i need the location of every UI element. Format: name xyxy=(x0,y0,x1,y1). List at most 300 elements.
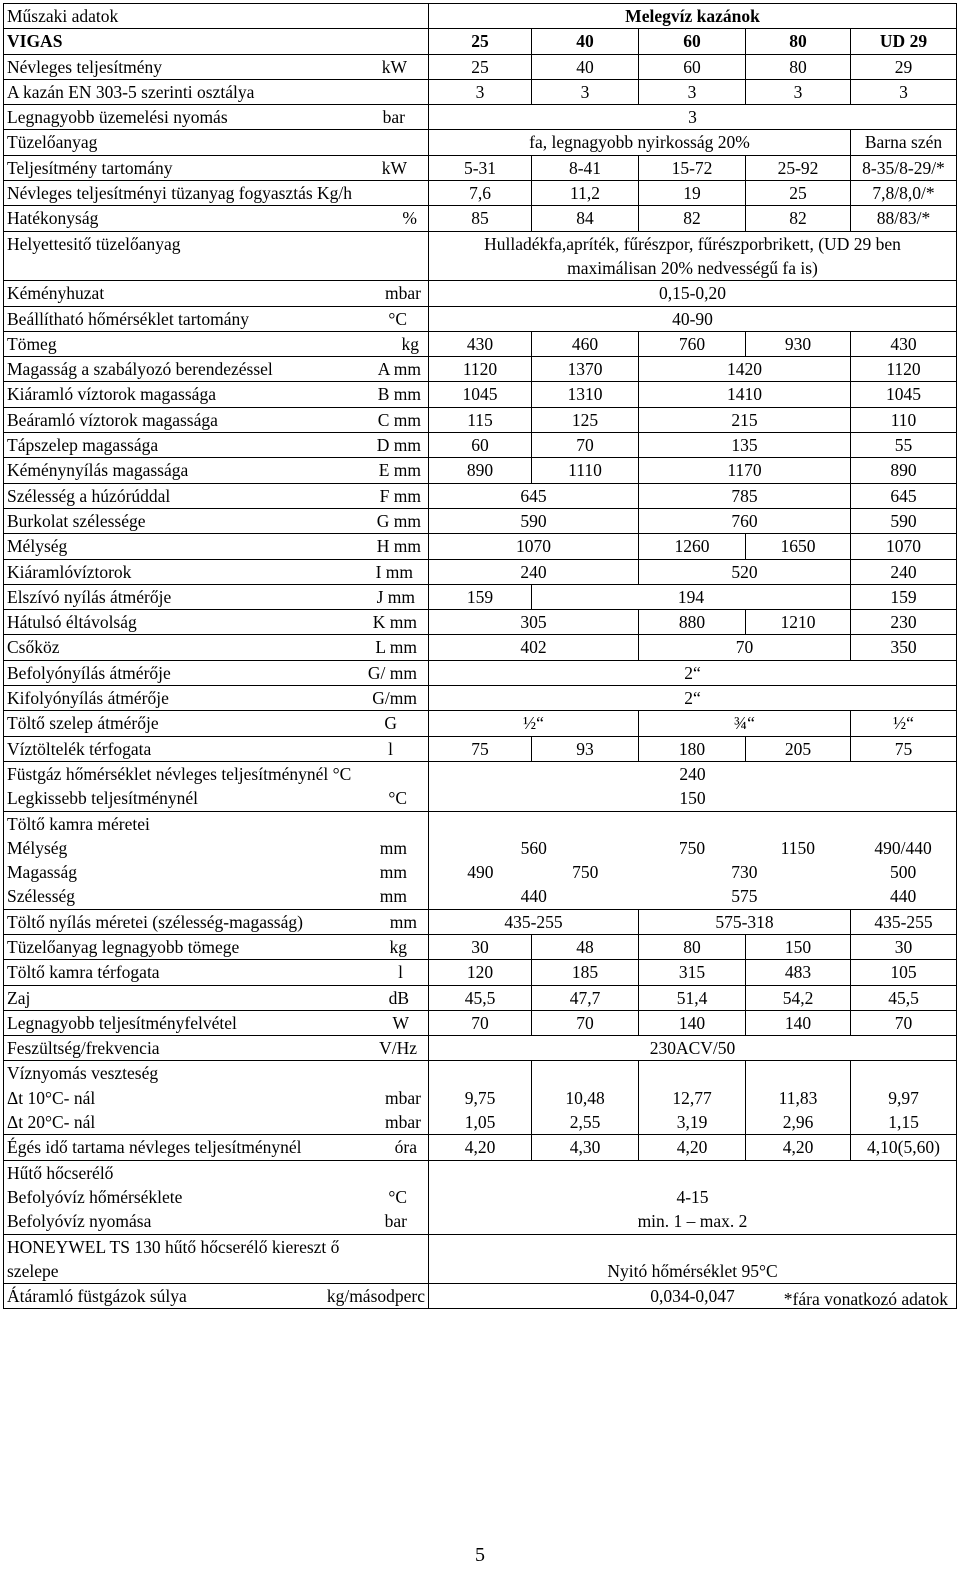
row-label-text: szelepe xyxy=(7,1260,59,1281)
model-name: 40 xyxy=(532,29,639,54)
table-cell: 105 xyxy=(851,960,957,985)
table-cell: 1120 xyxy=(429,357,532,382)
table-cell: 25 xyxy=(746,181,851,206)
row-unit: mm xyxy=(389,911,417,932)
row-label-text: Töltő kamra térfogata xyxy=(7,962,160,983)
table-cell: 115 xyxy=(429,407,532,432)
row-label xyxy=(4,357,429,382)
row-unit: K mm xyxy=(372,612,417,633)
table-row xyxy=(4,483,957,508)
row-label xyxy=(4,736,429,761)
table-cell: 1110 xyxy=(532,458,639,483)
table-cell: 230ACV/50 xyxy=(429,1036,957,1061)
row-label xyxy=(4,761,429,811)
table-cell: 1420 xyxy=(639,357,851,382)
row-label-text: Víztöltelék térfogata xyxy=(7,738,152,759)
row-label-text: Legnagyobb üzemelési nyomás xyxy=(7,107,228,128)
table-cell: Barna szén xyxy=(851,130,957,155)
cell-line: 240 xyxy=(679,763,706,784)
table-cell: 75 xyxy=(429,736,532,761)
cell-value: 440 xyxy=(520,885,547,906)
cell-line: 9,97 xyxy=(888,1087,919,1108)
table-row xyxy=(4,433,957,458)
model-row xyxy=(4,29,957,54)
row-label-text: Befolyóvíz hőmérséklete xyxy=(7,1186,183,1207)
table-cell: 5-31 xyxy=(429,155,532,180)
table-cell: 51,4 xyxy=(639,985,746,1010)
row-label-text: Tápszelep magassága xyxy=(7,435,159,456)
row-label-text: Égés idő tartama névleges teljesítménynél xyxy=(7,1137,302,1158)
row-label xyxy=(4,206,429,231)
row-unit: G/ mm xyxy=(367,662,417,683)
row-label: A kazán EN 303-5 szerinti osztálya xyxy=(4,79,429,104)
row-label-text: Zaj xyxy=(7,987,31,1008)
table-cell: 93 xyxy=(532,736,639,761)
row-unit: kW xyxy=(381,56,407,77)
row-label-text: Beáramló víztorok magassága xyxy=(7,409,218,430)
table-cell: 84 xyxy=(532,206,639,231)
table-cell: 40 xyxy=(532,54,639,79)
table-cell: 45,5 xyxy=(429,985,532,1010)
table-cell: fa, legnagyobb nyirkosság 20% xyxy=(429,130,851,155)
row-label xyxy=(4,559,429,584)
table-cell: 1650 xyxy=(746,534,851,559)
cell-line: 2,96 xyxy=(782,1112,814,1133)
row-label: Tüzelőanyag xyxy=(4,130,429,155)
table-cell: 435-255 xyxy=(429,909,639,934)
table-cell xyxy=(429,1160,957,1234)
table-cell xyxy=(429,1061,532,1135)
group-title: Melegvíz kazánok xyxy=(429,4,957,29)
table-cell: 760 xyxy=(639,331,746,356)
table-row xyxy=(4,79,957,104)
table-cell: 70 xyxy=(429,1010,532,1035)
row-label xyxy=(4,985,429,1010)
row-label-text: Tüzelőanyag legnagyobb tömege xyxy=(7,936,240,957)
row-label-text: Beállítható hőmérséklet tartomány xyxy=(7,308,250,329)
row-unit: L mm xyxy=(375,637,417,658)
table-row xyxy=(4,1036,957,1061)
row-label xyxy=(4,1234,429,1284)
table-cell: 159 xyxy=(429,584,532,609)
row-label-text: Kifolyónyílás átmérője xyxy=(7,688,169,709)
row-label xyxy=(4,433,429,458)
table-cell: 80 xyxy=(639,934,746,959)
row-label-text: Kiáramló víztorok magassága xyxy=(7,384,216,405)
row-unit: mm xyxy=(379,886,407,907)
row-unit: kg xyxy=(389,936,407,957)
row-unit: mbar xyxy=(385,1087,421,1108)
table-cell: 205 xyxy=(746,736,851,761)
row-label-text: Hátulsó éltávolság xyxy=(7,612,137,633)
table-cell: 88/83/* xyxy=(851,206,957,231)
table-cell: 3 xyxy=(639,79,746,104)
table-cell: 760 xyxy=(639,508,851,533)
table-cell: 4,20 xyxy=(746,1135,851,1160)
table-cell: 135 xyxy=(639,433,851,458)
cell-line: 1,15 xyxy=(888,1112,919,1133)
table-row xyxy=(4,610,957,635)
table-row xyxy=(4,534,957,559)
table-cell: 194 xyxy=(532,584,851,609)
table-row xyxy=(4,584,957,609)
table-cell: 2“ xyxy=(429,660,957,685)
row-unit: mbar xyxy=(385,283,421,304)
table-cell: 45,5 xyxy=(851,985,957,1010)
row-unit: °C xyxy=(388,788,407,809)
cell-value: 575 xyxy=(731,885,758,906)
row-unit: G xyxy=(384,713,397,734)
row-unit: C mm xyxy=(377,409,421,430)
table-cell: 645 xyxy=(851,483,957,508)
table-cell: 1045 xyxy=(429,382,532,407)
row-label-text: Burkolat szélessége xyxy=(7,510,146,531)
row-unit: bar xyxy=(382,107,405,128)
table-row xyxy=(4,960,957,985)
row-unit: D mm xyxy=(376,435,421,456)
row-label-text: Tömeg xyxy=(7,333,57,354)
row-label-line xyxy=(7,884,425,908)
table-row xyxy=(4,635,957,660)
table-cell: 25 xyxy=(429,54,532,79)
table-cell: 1120 xyxy=(851,357,957,382)
table-cell: 60 xyxy=(429,433,532,458)
table-cell: 402 xyxy=(429,635,639,660)
row-label xyxy=(4,1036,429,1061)
table-row xyxy=(4,811,957,909)
table-row xyxy=(4,909,957,934)
row-label xyxy=(4,711,429,736)
model-label: VIGAS xyxy=(4,29,429,54)
table-cell: 75 xyxy=(851,736,957,761)
row-label-text: Szélesség a húzórúddal xyxy=(7,485,171,506)
table-cell: 159 xyxy=(851,584,957,609)
row-label xyxy=(4,458,429,483)
row-label xyxy=(4,686,429,711)
row-label xyxy=(4,1135,429,1160)
model-name: UD 29 xyxy=(851,29,957,54)
cell-value: 490/440 xyxy=(874,837,932,858)
table-cell: 140 xyxy=(746,1010,851,1035)
row-label xyxy=(4,1284,429,1309)
row-unit: l xyxy=(388,738,393,759)
table-row xyxy=(4,54,957,79)
row-label xyxy=(4,105,429,130)
spacer xyxy=(429,812,956,836)
table-cell: 40-90 xyxy=(429,306,957,331)
table-row xyxy=(4,1010,957,1035)
row-label-line xyxy=(7,1185,425,1209)
table-cell: 520 xyxy=(639,559,851,584)
table-cell: 80 xyxy=(746,54,851,79)
table-cell: 590 xyxy=(851,508,957,533)
row-unit: G/mm xyxy=(372,688,417,709)
row-label xyxy=(4,483,429,508)
row-label xyxy=(4,54,429,79)
table-cell: 215 xyxy=(639,407,851,432)
row-unit: óra xyxy=(394,1137,417,1158)
table-cell: 1310 xyxy=(532,382,639,407)
table-row xyxy=(4,1160,957,1234)
cell-value: 560 xyxy=(520,837,547,858)
cell-value: 750 xyxy=(572,861,599,882)
table-row xyxy=(4,934,957,959)
row-label-line xyxy=(7,836,425,860)
row-label-text: Magasság a szabályozó berendezéssel xyxy=(7,359,273,380)
row-label-text: Elszívó nyílás átmérője xyxy=(7,586,172,607)
table-cell: 3 xyxy=(851,79,957,104)
table-cell: 483 xyxy=(746,960,851,985)
table-cell: 4,10(5,60) xyxy=(851,1135,957,1160)
table-cell: 30 xyxy=(851,934,957,959)
table-cell: 11,2 xyxy=(532,181,639,206)
cell-line: 2,55 xyxy=(569,1112,601,1133)
table-cell: 930 xyxy=(746,331,851,356)
row-unit: kW xyxy=(381,157,407,178)
table-cell: 47,7 xyxy=(532,985,639,1010)
row-unit: mbar xyxy=(385,1112,421,1133)
row-label-text: Befolyóvíz nyomása xyxy=(7,1211,152,1232)
row-label-text: Átáramló füstgázok súlya xyxy=(7,1286,187,1307)
table-cell: 1260 xyxy=(639,534,746,559)
table-cell: 125 xyxy=(532,407,639,432)
table-cell: ½“ xyxy=(851,711,957,736)
table-cell: 1410 xyxy=(639,382,851,407)
row-label-text: Legnagyobb teljesítményfelvétel xyxy=(7,1012,237,1033)
table-cell: 3 xyxy=(429,105,957,130)
model-name: 80 xyxy=(746,29,851,54)
row-label xyxy=(4,909,429,934)
width-line xyxy=(429,884,956,908)
cell-line: maximálisan 20% nedvességű fa is) xyxy=(567,257,818,278)
table-cell: 315 xyxy=(639,960,746,985)
row-unit: °C xyxy=(388,308,407,329)
table-cell: 1070 xyxy=(429,534,639,559)
row-unit: l xyxy=(398,962,403,983)
table-cell: ½“ xyxy=(429,711,639,736)
table-row xyxy=(4,181,957,206)
table-cell: 8-41 xyxy=(532,155,639,180)
table-cell: 30 xyxy=(429,934,532,959)
row-unit: J mm xyxy=(376,586,415,607)
row-label-text: Hatékonyság xyxy=(7,208,99,229)
row-label xyxy=(4,155,429,180)
table-cell: 7,6 xyxy=(429,181,532,206)
row-label-text: Víznyomás veszteség xyxy=(7,1063,159,1084)
cell-line: 10,48 xyxy=(565,1087,605,1108)
row-label-text: Névleges teljesítmény xyxy=(7,56,163,77)
table-cell: 880 xyxy=(639,610,746,635)
row-label-line xyxy=(7,1110,425,1134)
page-number: 5 xyxy=(475,1544,485,1566)
cell-line: 4-15 xyxy=(676,1186,709,1207)
row-unit: I mm xyxy=(375,561,413,582)
table-cell: 70 xyxy=(639,635,851,660)
footnote: *fára vonatkozó adatok xyxy=(783,1289,948,1309)
row-unit: kg/másodperc xyxy=(326,1286,425,1307)
row-unit: mm xyxy=(379,862,407,883)
row-label-line xyxy=(7,1086,425,1110)
row-label-text: Δt 20°C- nál xyxy=(7,1112,96,1133)
cell-line: Nyitó hőmérséklet 95°C xyxy=(607,1260,778,1281)
table-cell: 3 xyxy=(429,79,532,104)
table-cell: 430 xyxy=(851,331,957,356)
row-label xyxy=(4,281,429,306)
table-cell: 110 xyxy=(851,407,957,432)
table-cell: 1045 xyxy=(851,382,957,407)
table-cell: ¾“ xyxy=(639,711,851,736)
row-label-line xyxy=(7,860,425,884)
table-cell: 19 xyxy=(639,181,746,206)
table-row xyxy=(4,1234,957,1284)
table-cell: 150 xyxy=(746,934,851,959)
row-label xyxy=(4,382,429,407)
table-row xyxy=(4,407,957,432)
table-title: Műszaki adatok xyxy=(4,4,429,29)
row-label-text: Töltő szelep átmérője xyxy=(7,713,159,734)
cell-line: 9,75 xyxy=(464,1087,496,1108)
table-cell: 180 xyxy=(639,736,746,761)
cell-line: 11,83 xyxy=(778,1087,818,1108)
table-cell: 645 xyxy=(429,483,639,508)
table-cell: 0,034-0,047 xyxy=(429,1284,957,1309)
table-row xyxy=(4,281,957,306)
row-label-text: Mélység xyxy=(7,536,68,557)
row-label-text: Teljesítmény tartomány xyxy=(7,157,173,178)
row-unit: bar xyxy=(384,1211,407,1232)
table-cell: 15-72 xyxy=(639,155,746,180)
row-label xyxy=(4,508,429,533)
table-cell: 70 xyxy=(851,1010,957,1035)
table-cell: 7,8/8,0/* xyxy=(851,181,957,206)
table-cell xyxy=(429,231,957,281)
table-cell: 70 xyxy=(532,1010,639,1035)
table-cell: 1370 xyxy=(532,357,639,382)
table-row xyxy=(4,559,957,584)
row-unit: dB xyxy=(388,987,409,1008)
header-row xyxy=(4,4,957,29)
row-label-line xyxy=(7,786,425,810)
row-label-text: Δt 10°C- nál xyxy=(7,1087,96,1108)
model-name: 25 xyxy=(429,29,532,54)
table-cell: 185 xyxy=(532,960,639,985)
row-unit: F mm xyxy=(379,485,421,506)
depth-line xyxy=(429,836,956,860)
table-cell: 55 xyxy=(851,433,957,458)
row-label-line xyxy=(7,1209,425,1233)
table-cell: 785 xyxy=(639,483,851,508)
chamber-cell xyxy=(429,811,957,909)
table-row xyxy=(4,458,957,483)
table-cell xyxy=(851,1061,957,1135)
table-row xyxy=(4,711,957,736)
table-cell: 3 xyxy=(532,79,639,104)
height-line xyxy=(429,860,956,884)
row-label xyxy=(4,960,429,985)
table-row xyxy=(4,985,957,1010)
table-cell: 460 xyxy=(532,331,639,356)
row-unit: kg xyxy=(401,333,419,354)
cell-line: 1,05 xyxy=(464,1112,496,1133)
row-label-text: Szélesség xyxy=(7,886,76,907)
row-label-text: Füstgáz hőmérséklet névleges teljesítménynél °C xyxy=(7,763,352,784)
table-row xyxy=(4,686,957,711)
table-cell: 85 xyxy=(429,206,532,231)
table-cell: 25-92 xyxy=(746,155,851,180)
table-cell: 430 xyxy=(429,331,532,356)
row-label xyxy=(4,306,429,331)
table-cell: 350 xyxy=(851,635,957,660)
cell-line: 3,19 xyxy=(676,1112,708,1133)
table-cell: 60 xyxy=(639,54,746,79)
cell-line: min. 1 – max. 2 xyxy=(637,1211,748,1232)
row-label xyxy=(4,407,429,432)
table-row xyxy=(4,382,957,407)
row-label xyxy=(4,934,429,959)
row-label xyxy=(4,610,429,635)
table-cell: 70 xyxy=(532,433,639,458)
table-cell xyxy=(429,761,957,811)
table-cell: 1070 xyxy=(851,534,957,559)
cell-value: 500 xyxy=(889,861,917,882)
cell-value: 490 xyxy=(467,861,494,882)
table-cell: 575-318 xyxy=(639,909,851,934)
row-unit: V/Hz xyxy=(379,1038,417,1059)
row-label-text: Kéménynyílás magassága xyxy=(7,460,189,481)
row-label xyxy=(4,811,429,909)
row-unit: A mm xyxy=(377,359,421,380)
table-row xyxy=(4,660,957,685)
table-cell: 240 xyxy=(429,559,639,584)
table-cell xyxy=(429,1234,957,1284)
row-label xyxy=(4,1061,429,1135)
table-row xyxy=(4,1135,957,1160)
table-cell: 305 xyxy=(429,610,639,635)
table-cell: 82 xyxy=(639,206,746,231)
row-label-text: Töltő nyílás méretei (szélesség-magasság) xyxy=(7,911,303,932)
row-label xyxy=(4,331,429,356)
row-label-text: Magasság xyxy=(7,862,77,883)
row-label xyxy=(4,635,429,660)
row-label-text: Kéményhuzat xyxy=(7,283,105,304)
table-row xyxy=(4,736,957,761)
table-cell: 3 xyxy=(746,79,851,104)
row-unit: mm xyxy=(379,837,407,858)
row-unit: % xyxy=(402,208,417,229)
table-cell: 82 xyxy=(746,206,851,231)
row-label: Helyettesitő tüzelőanyag xyxy=(4,231,429,281)
table-cell: 240 xyxy=(851,559,957,584)
table-cell: 8-35/8-29/* xyxy=(851,155,957,180)
table-cell: 590 xyxy=(429,508,639,533)
table-cell: 0,15-0,20 xyxy=(429,281,957,306)
table-cell: 2“ xyxy=(429,686,957,711)
spec-table xyxy=(3,3,957,1309)
cell-line: 150 xyxy=(679,788,706,809)
row-label-text: Töltő kamra méretei xyxy=(7,813,150,834)
table-row xyxy=(4,508,957,533)
row-label-text: Befolyónyílás átmérője xyxy=(7,662,171,683)
row-label xyxy=(4,1160,429,1234)
cell-line: 12,77 xyxy=(672,1087,712,1108)
table-cell: 435-255 xyxy=(851,909,957,934)
row-unit: W xyxy=(392,1012,409,1033)
table-row xyxy=(4,206,957,231)
table-cell: 120 xyxy=(429,960,532,985)
row-label-text: Csőköz xyxy=(7,637,60,658)
table-cell: 4,20 xyxy=(429,1135,532,1160)
row-label-text: Feszültség/frekvencia xyxy=(7,1038,160,1059)
